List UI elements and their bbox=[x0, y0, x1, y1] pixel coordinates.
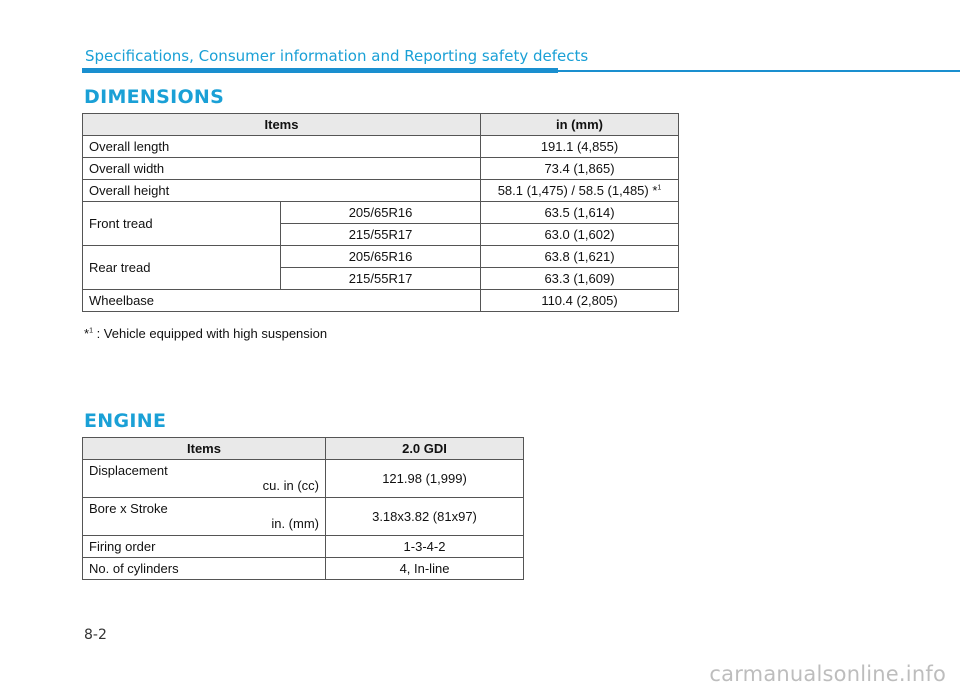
dimensions-section-title: DIMENSIONS bbox=[84, 86, 225, 108]
chapter-title-rule bbox=[558, 70, 960, 72]
row-value: 63.5 (1,614) bbox=[481, 202, 679, 224]
table-header-row bbox=[83, 438, 524, 460]
engine-section-title: ENGINE bbox=[84, 410, 167, 432]
engine-table bbox=[82, 437, 524, 580]
table-row bbox=[83, 246, 679, 268]
row-value: 121.98 (1,999) bbox=[326, 460, 524, 498]
value-text: 58.1 (1,475) / 58.5 (1,485) * bbox=[497, 183, 658, 198]
chapter-title: Specifications, Consumer information and Reporting safety defects bbox=[85, 47, 589, 65]
row-value: 191.1 (4,855) bbox=[481, 136, 679, 158]
row-value bbox=[481, 180, 679, 202]
tire-size: 205/65R16 bbox=[281, 202, 481, 224]
row-label: Firing order bbox=[83, 536, 326, 558]
row-value: 63.8 (1,621) bbox=[481, 246, 679, 268]
page-number: 8-2 bbox=[84, 627, 107, 643]
footnote-mark: 1 bbox=[657, 184, 662, 192]
dimensions-footnote bbox=[84, 326, 327, 341]
table-row bbox=[83, 136, 679, 158]
row-value: 1-3-4-2 bbox=[326, 536, 524, 558]
item-unit: cu. in (cc) bbox=[262, 478, 319, 493]
table-header-row bbox=[83, 114, 679, 136]
row-label: Overall width bbox=[83, 158, 481, 180]
header-cell-unit: in (mm) bbox=[481, 114, 679, 136]
table-row bbox=[83, 558, 524, 580]
row-value: 3.18x3.82 (81x97) bbox=[326, 498, 524, 536]
row-value: 4, In-line bbox=[326, 558, 524, 580]
row-value: 63.0 (1,602) bbox=[481, 224, 679, 246]
item-name: Bore x Stroke bbox=[89, 501, 168, 516]
table-row bbox=[83, 290, 679, 312]
item-name: Displacement bbox=[89, 463, 168, 478]
tire-size: 215/55R17 bbox=[281, 268, 481, 290]
item-unit: in. (mm) bbox=[271, 516, 319, 531]
row-value: 73.4 (1,865) bbox=[481, 158, 679, 180]
table-row bbox=[83, 498, 524, 536]
header-cell-items: Items bbox=[83, 438, 326, 460]
row-value: 110.4 (2,805) bbox=[481, 290, 679, 312]
footnote-text: : Vehicle equipped with high suspension bbox=[92, 326, 328, 341]
header-cell-engine: 2.0 GDI bbox=[326, 438, 524, 460]
footnote-star: * bbox=[84, 326, 90, 341]
footnote-mark: 1 bbox=[89, 327, 93, 335]
row-label bbox=[83, 460, 326, 498]
table-row bbox=[83, 460, 524, 498]
dimensions-table bbox=[82, 113, 679, 312]
row-label: Front tread bbox=[83, 202, 281, 246]
row-label: Overall height bbox=[83, 180, 481, 202]
row-value: 63.3 (1,609) bbox=[481, 268, 679, 290]
row-label: Rear tread bbox=[83, 246, 281, 290]
table-row bbox=[83, 202, 679, 224]
watermark: carmanualsonline.info bbox=[709, 662, 946, 686]
row-label bbox=[83, 498, 326, 536]
chapter-title-bar bbox=[82, 68, 558, 73]
tire-size: 205/65R16 bbox=[281, 246, 481, 268]
table-row bbox=[83, 158, 679, 180]
table-row bbox=[83, 536, 524, 558]
row-label: Wheelbase bbox=[83, 290, 481, 312]
row-label: No. of cylinders bbox=[83, 558, 326, 580]
row-label: Overall length bbox=[83, 136, 481, 158]
table-row bbox=[83, 180, 679, 202]
header-cell-items: Items bbox=[83, 114, 481, 136]
tire-size: 215/55R17 bbox=[281, 224, 481, 246]
